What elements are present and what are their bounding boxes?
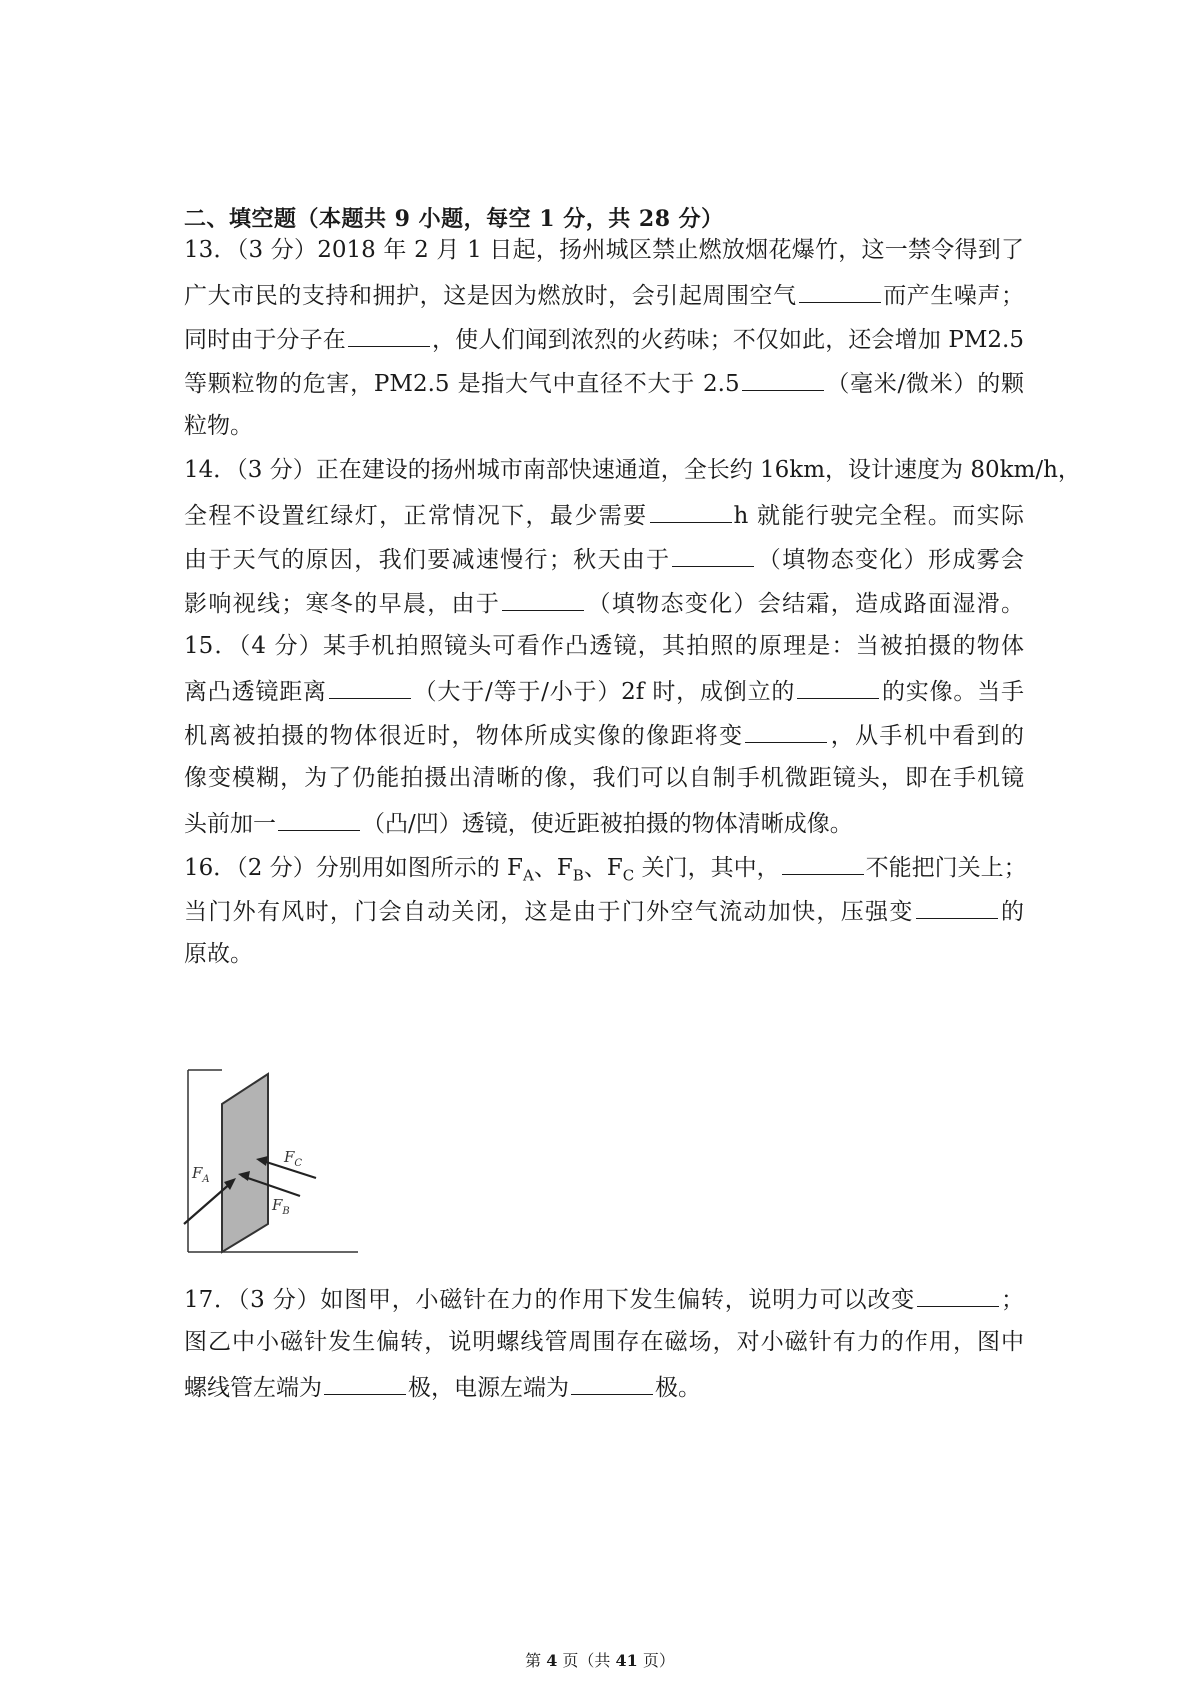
answer-blank[interactable]	[672, 536, 754, 567]
door-force-figure	[178, 1064, 358, 1256]
page-footer: 第 4 页（共 41 页）	[525, 1651, 675, 1670]
answer-blank[interactable]	[348, 316, 430, 347]
q17-line-1: 17．（3 分）如图甲，小磁针在力的作用下发生偏转，说明力可以改变 ；	[184, 1276, 1024, 1320]
answer-blank[interactable]	[782, 844, 864, 875]
q14-line-2: 全程不设置红绿灯，正常情况下，最少需要 h 就能行驶完全程。而实际	[184, 492, 1024, 536]
page-total: 41	[615, 1651, 638, 1670]
label-fc: $F_C$	[284, 1148, 303, 1169]
q13-line-2: 广大市民的支持和拥护，这是因为燃放时，会引起周围空气 而产生噪声；	[184, 272, 1024, 316]
q13-line-1: 13．（3 分）2018 年 2 月 1 日起，扬州城区禁止燃放烟花爆竹，这一禁令得到了	[184, 237, 1024, 263]
question-13	[184, 228, 1024, 448]
question-16	[184, 844, 1027, 976]
answer-blank[interactable]	[916, 888, 998, 919]
answer-blank[interactable]	[797, 668, 879, 699]
q17-line-3: 螺线管左端为 极，电源左端为 极。	[184, 1364, 1024, 1408]
q16-line-1: 16．（2 分）分别用如图所示的 $F_A$、$F_B$、$F_C$ 关门，其中， 不能把门关上；	[184, 844, 1024, 888]
q15-line-3: 机离被拍摄的物体很近时，物体所成实像的像距将变 ，从手机中看到的	[184, 712, 1024, 756]
q14-line-3: 由于天气的原因，我们要减速慢行；秋天由于 （填物态变化）形成雾会	[184, 536, 1024, 580]
answer-blank[interactable]	[571, 1364, 653, 1395]
answer-blank[interactable]	[799, 272, 881, 303]
q13-line-5: 粒物。	[184, 413, 253, 439]
question-14	[184, 448, 1081, 624]
answer-blank[interactable]	[917, 1276, 999, 1307]
q15-line-4: 像变模糊，为了仍能拍摄出清晰的像，我们可以自制手机微距镜头，即在手机镜	[184, 765, 1024, 791]
q13-line-4: 等颗粒物的危害，PM2.5 是指大气中直径不大于 2.5 （毫米/微米）的颗	[184, 360, 1024, 404]
q17-line-2: 图乙中小磁针发生偏转，说明螺线管周围存在磁场，对小磁针有力的作用，图中	[184, 1329, 1024, 1355]
answer-blank[interactable]	[745, 712, 827, 743]
q16-line-3: 原故。	[184, 941, 253, 967]
answer-blank[interactable]	[324, 1364, 406, 1395]
question-15	[184, 624, 1024, 844]
door-panel	[222, 1074, 268, 1252]
q13-line-3: 同时由于分子在 ，使人们闻到浓烈的火药味；不仅如此，还会增加 PM2.5	[184, 316, 1024, 360]
answer-blank[interactable]	[650, 492, 732, 523]
label-fb: $F_B$	[272, 1196, 290, 1217]
q15-line-2: 离凸透镜距离 （大于/等于/小于）2f 时，成倒立的 的实像。当手	[184, 668, 1024, 712]
q16-line-2: 当门外有风时，门会自动关闭，这是由于门外空气流动加快，压强变 的	[184, 888, 1024, 932]
q15-line-1: 15．（4 分）某手机拍照镜头可看作凸透镜，其拍照的原理是：当被拍摄的物体	[184, 633, 1024, 659]
section-heading: 二、填空题（本题共 9 小题，每空 1 分，共 28 分）	[184, 206, 724, 232]
q14-line-4: 影响视线；寒冬的早晨，由于 （填物态变化）会结霜，造成路面湿滑。	[184, 580, 1024, 624]
answer-blank[interactable]	[329, 668, 411, 699]
q14-line-1: 14．（3 分）正在建设的扬州城市南部快速通道，全长约 16km，设计速度为 80km/h，	[184, 457, 1081, 483]
answer-blank[interactable]	[742, 360, 824, 391]
label-fa: $F_A$	[192, 1164, 210, 1185]
question-17	[184, 1276, 1024, 1408]
page-number: 4	[546, 1651, 558, 1670]
q15-line-5: 头前加一 （凸/凹）透镜，使近距被拍摄的物体清晰成像。	[184, 800, 1024, 844]
answer-blank[interactable]	[278, 800, 360, 831]
answer-blank[interactable]	[502, 580, 584, 611]
